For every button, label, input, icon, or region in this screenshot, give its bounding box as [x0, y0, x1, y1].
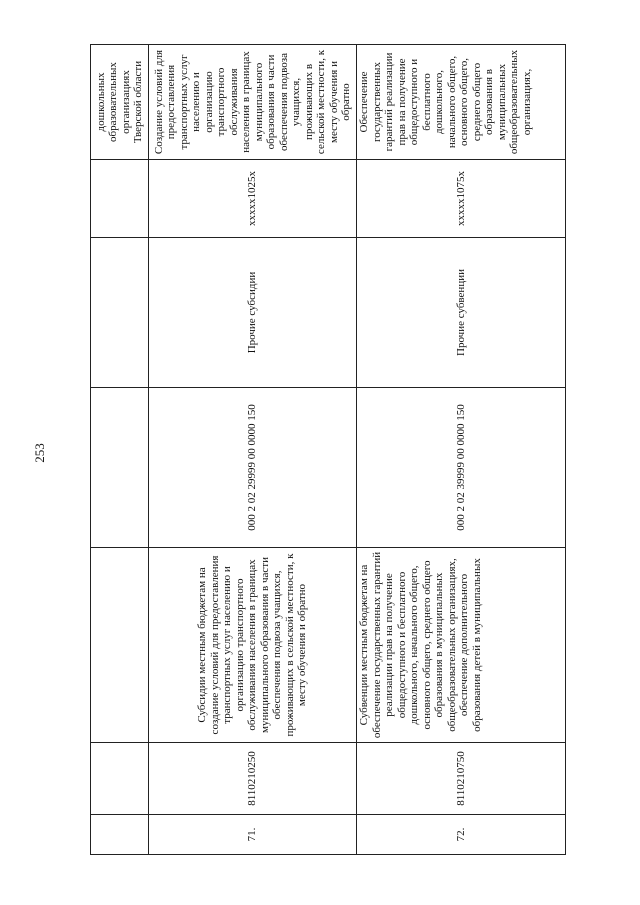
row-name: Субсидии местным бюджетам на создание условий для предоставления транспортных услуг населению и организацию транспортного обслуживания населения в границах муниципального образования в части обеспечения подвоза учащихся, проживающих в сельской местности, к месту обучения и обратно [149, 548, 357, 743]
document-table [90, 45, 565, 855]
row-target-code: xxxxx1075x [357, 160, 566, 238]
table-row [91, 45, 149, 855]
row-name: Субвенции местным бюджетам на обеспечение государственных гарантий реализации прав на получение общедоступного и бесплатного дошкольного, начального общего, основного общего, среднего общего образования в муниципальных общеобразовательных организациях, обеспечение дополнительного образования детей в муниципальных [357, 548, 566, 743]
row-code [91, 743, 149, 815]
row-income-name [91, 238, 149, 388]
row-code: 8110210250 [149, 743, 357, 815]
row-number [91, 815, 149, 855]
row-name [91, 548, 149, 743]
table-row [357, 45, 566, 855]
row-number: 72. [357, 815, 566, 855]
row-target-code: xxxxx1025x [149, 160, 357, 238]
row-income-name: Прочие субвенции [357, 238, 566, 388]
row-income-code: 000 2 02 29999 00 0000 150 [149, 388, 357, 548]
page-number: 253 [32, 443, 47, 463]
table-row [149, 45, 357, 855]
row-income-code [91, 388, 149, 548]
row-target-code [91, 160, 149, 238]
row-purpose: Обеспечение государственных гарантий реализации прав на получение общедоступного и бесплатного дошкольного, начального общего, основного общего, среднего общего образования в муниципальных общеобразовательных организациях, [357, 45, 566, 160]
row-purpose: Создание условий для предоставления транспортных услуг населению и организацию транспортного обслуживания населения в границах муниципального образования в части обеспечения подвоза учащихся, проживающих в сельской местности, к месту обучения и обратно [149, 45, 357, 160]
row-income-code: 000 2 02 39999 00 0000 150 [357, 388, 566, 548]
row-income-name: Прочие субсидии [149, 238, 357, 388]
row-code: 8110210750 [357, 743, 566, 815]
row-number: 71. [149, 815, 357, 855]
row-purpose: дошкольных образовательных организациях Тверской области [91, 45, 149, 160]
